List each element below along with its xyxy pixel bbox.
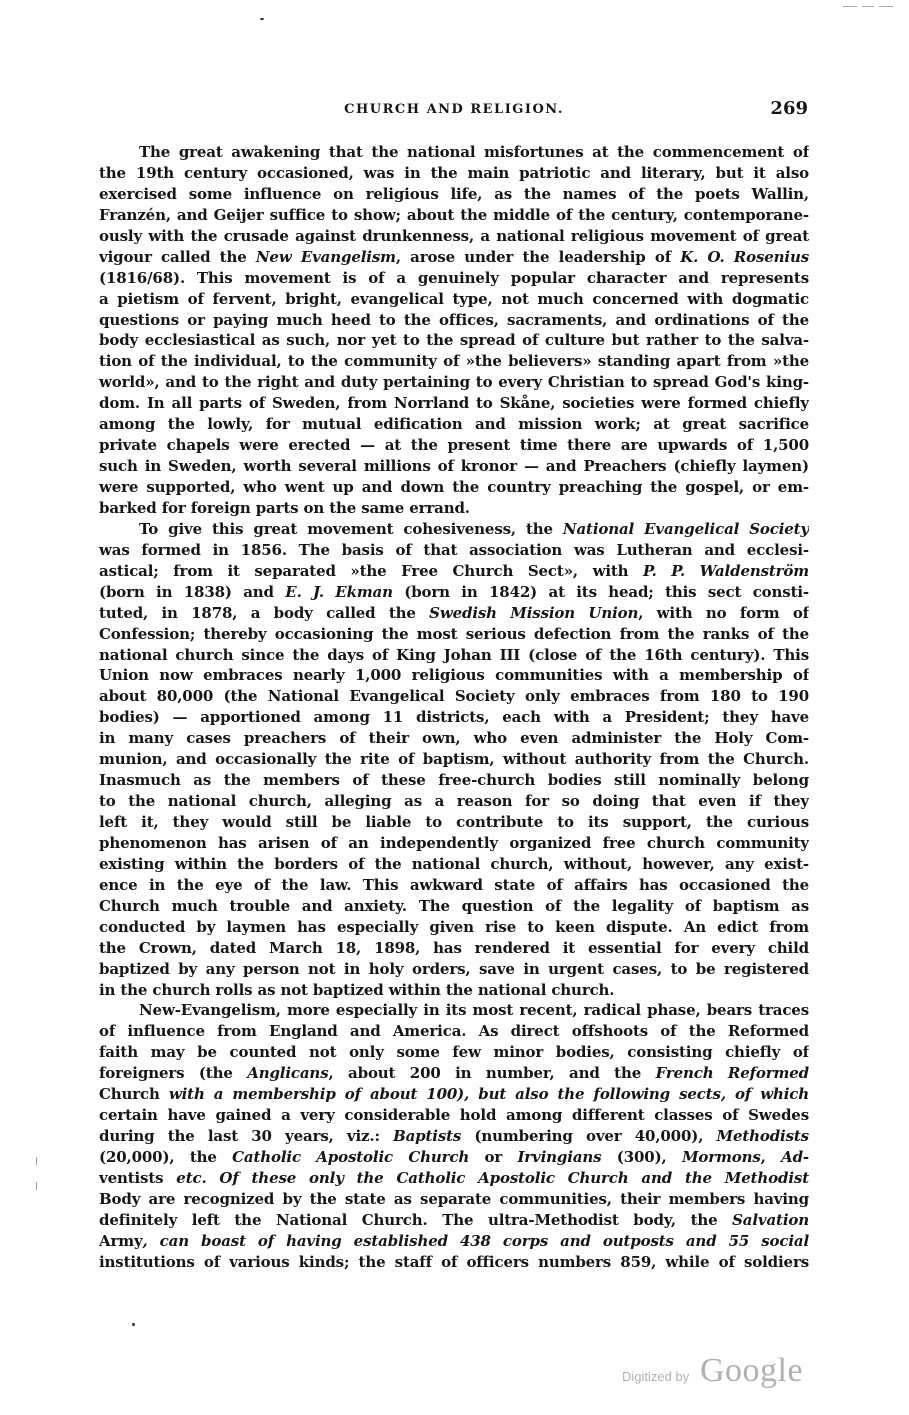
text-line: a pietism of fervent, bright, evangelical type, not much concerned with dogmatic xyxy=(99,289,809,308)
italic-term: Catholic Apostolic Church xyxy=(232,1148,470,1166)
italic-term: Anglicans xyxy=(247,1064,329,1083)
text-line: private chapels were erected — at the present time there are upwards of 1,500 xyxy=(99,436,809,455)
text-line: were supported, who went up and down the country preaching the gospel, or em- xyxy=(99,478,809,496)
text-line: dom. In all parts of Sweden, from Norrland to Skåne, societies were formed chiefly xyxy=(99,394,809,413)
body-text xyxy=(99,142,809,1273)
scan-tick xyxy=(36,1157,37,1165)
text-span: astical; from it separated »the Free Church Sect», with xyxy=(99,561,643,580)
text-span: ventists xyxy=(99,1168,164,1187)
italic-term: Ad- xyxy=(781,1148,809,1166)
text-line: Church much trouble and anxiety. The question of the legality of baptism as xyxy=(99,896,809,915)
text-line: Confession; thereby occasioning the most serious defection from the ranks of the xyxy=(99,624,809,643)
scan-tick xyxy=(36,1182,37,1190)
text-span: (born in 1842) at its head; this sect consti- xyxy=(392,582,809,601)
text-line xyxy=(99,603,809,624)
text-span: vigour called the xyxy=(99,247,256,266)
italic-term: National Evangelical Society xyxy=(562,519,809,538)
text-span: (20,000), the xyxy=(99,1148,233,1166)
text-line xyxy=(99,582,809,603)
scan-speck xyxy=(132,1323,135,1326)
text-span: , about 200 in number, and the xyxy=(328,1064,656,1083)
text-line: munion, and occasionally the rite of baptism, without authority from the Church. xyxy=(99,750,809,769)
text-line: bodies) — apportioned among 11 districts, each with a President; they have xyxy=(99,708,809,727)
text-span: tuted, in 1878, a body called the xyxy=(99,603,430,622)
text-line: New-Evangelism, more especially in its most recent, radical phase, bears traces xyxy=(139,1001,809,1020)
italic-term: P. P. Waldenström xyxy=(643,561,809,580)
text-line: ence in the eye of the law. This awkward state of affairs has occasioned the xyxy=(99,875,809,894)
italic-term: E. J. Ekman xyxy=(285,582,393,601)
italic-term: Baptists xyxy=(393,1127,462,1146)
text-line: ously with the crusade against drunkenness, a national religious movement of great xyxy=(99,226,809,245)
text-span: , xyxy=(760,1148,782,1166)
text-line: conducted by laymen has especially given rise to keen dispute. An edict from xyxy=(99,917,809,936)
text-line: existing within the borders of the national church, without, however, any exist- xyxy=(99,854,809,873)
text-line: about 80,000 (the National Evangelical Society only embraces from 180 to 190 xyxy=(99,687,809,706)
running-title: CHURCH AND RELIGION. xyxy=(344,102,564,117)
digitized-watermark xyxy=(622,1350,822,1390)
text-span: during the last 30 years, viz.: xyxy=(99,1127,394,1146)
text-line: the 19th century occasioned, was in the main patriotic and literary, but it also xyxy=(99,163,809,182)
text-line: Body are recognized by the state as separate communities, their members having xyxy=(99,1189,809,1208)
text-line: questions or paying much heed to the offices, sacraments, and ordinations of the xyxy=(99,310,809,329)
text-line: Franzén, and Geijer suffice to show; about the middle of the century, contemporane- xyxy=(99,205,809,224)
watermark-small-text: Digitized by xyxy=(622,1369,690,1384)
text-line xyxy=(99,247,809,268)
text-line: left it, they would still be liable to contribute to its support, the curious xyxy=(99,813,809,831)
text-line: tion of the individual, to the community of »the believers» standing apart from »the xyxy=(99,352,809,371)
scan-artifact xyxy=(879,6,893,7)
text-line xyxy=(99,1147,809,1168)
text-span: , arose under the leadership of xyxy=(395,247,681,266)
text-span: or xyxy=(469,1148,518,1166)
text-line: phenomenon has arisen of an independently organized free church community xyxy=(99,833,809,852)
italic-term: K. O. Rosenius xyxy=(680,247,809,266)
text-span: Army xyxy=(99,1231,143,1250)
text-line: to the national church, alleging as a reason for so doing that even if they xyxy=(99,792,809,811)
italic-term: Swedish Mission Union xyxy=(429,603,639,622)
text-line: Inasmuch as the members of these free-church bodies still nominally belong xyxy=(99,771,809,790)
text-line: The great awakening that the national misfortunes at the commencement of xyxy=(139,143,809,161)
text-span: foreigners (the xyxy=(99,1064,248,1083)
scan-artifact xyxy=(862,6,874,7)
text-span: , with no form of xyxy=(638,603,809,622)
italic-term: New Evangelism xyxy=(255,247,396,266)
text-line: (1816/68). This movement is of a genuinely popular character and represents xyxy=(99,268,809,287)
text-line: national church since the days of King Johan III (close of the 16th century). This xyxy=(99,645,809,664)
text-line: world», and to the right and duty pertaining to every Christian to spread God's king- xyxy=(99,373,809,392)
running-head xyxy=(100,98,808,122)
text-line xyxy=(99,561,809,582)
text-line: exercised some influence on religious life, as the names of the poets Wallin, xyxy=(99,184,809,203)
text-line: in the church rolls as not baptized within the national church. xyxy=(99,980,615,999)
italic-term: Salvation xyxy=(732,1210,809,1229)
text-line: Union now embraces nearly 1,000 religious communities with a membership of xyxy=(99,666,809,685)
scan-speck xyxy=(260,18,264,20)
text-line: barked for foreign parts on the same errand. xyxy=(99,498,470,517)
text-line xyxy=(99,1168,809,1189)
page-number: 269 xyxy=(770,98,808,119)
text-line xyxy=(99,1231,809,1252)
text-span: To give this great movement cohesiveness, the xyxy=(139,519,563,538)
italic-term: Methodists xyxy=(716,1127,809,1146)
text-line: of influence from England and America. As direct offshoots of the Reformed xyxy=(99,1022,809,1041)
text-line xyxy=(99,519,809,540)
google-logo: Google xyxy=(700,1352,804,1389)
text-span: (born in 1838) and xyxy=(99,582,286,601)
italic-term: Mormons xyxy=(681,1148,761,1166)
text-line: among the lowly, for mutual edification and mission work; at great sacrifice xyxy=(99,415,809,434)
text-line xyxy=(99,1063,809,1084)
text-line xyxy=(99,1126,809,1147)
text-line: certain have gained a very considerable hold among different classes of Swedes xyxy=(99,1106,809,1125)
text-span: (300), xyxy=(601,1148,682,1166)
text-line: was formed in 1856. The basis of that association was Lutheran and ecclesi- xyxy=(99,540,809,559)
text-line: such in Sweden, worth several millions of kronor — and Preachers (chiefly laymen) xyxy=(99,457,809,476)
text-span: definitely left the National Church. The ultra-Methodist body, the xyxy=(99,1210,733,1229)
italic-term: French Reformed xyxy=(655,1064,809,1083)
italic-term: Irvingians xyxy=(517,1148,602,1166)
text-line: baptized by any person not in holy orders, save in urgent cases, to be registered xyxy=(99,959,809,978)
text-span: Church xyxy=(99,1085,160,1104)
text-line: in many cases preachers of their own, who even administer the Holy Com- xyxy=(99,729,809,748)
text-line: faith may be counted not only some few minor bodies, consisting chiefly of xyxy=(99,1043,809,1062)
italic-term: , can boast of having established 438 corps and outposts and 55 social xyxy=(142,1231,809,1250)
italic-term: etc. Of these only the Catholic Apostolic Church and the Methodist xyxy=(163,1168,809,1187)
text-span: (numbering over 40,000), xyxy=(461,1127,717,1146)
text-line: institutions of various kinds; the staff of officers numbers 859, while of soldiers xyxy=(99,1252,809,1271)
italic-term: with a membership of about 100), but also the following sects, of which xyxy=(159,1085,809,1104)
text-line: body ecclesiastical as such, nor yet to the spread of culture but rather to the salva- xyxy=(99,331,809,350)
text-line xyxy=(99,1210,809,1231)
scan-artifact xyxy=(843,6,857,7)
text-line xyxy=(99,1084,809,1105)
text-line: the Crown, dated March 18, 1898, has rendered it essential for every child xyxy=(99,938,809,957)
